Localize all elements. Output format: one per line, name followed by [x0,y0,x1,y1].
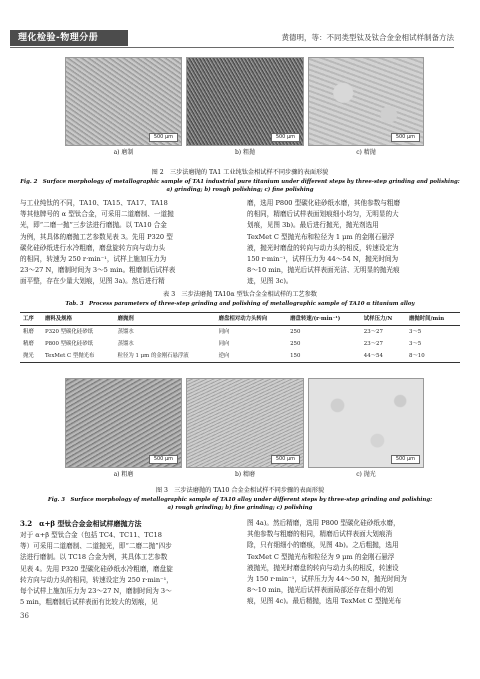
text-line: 液抛光，抛光时磨盘的转向与动力头的相反，转速设 [247,563,399,572]
text-line: 图 4a)。然后精磨，选用 P800 型碳化硅砂纸水磨， [247,519,400,527]
fig3-caption-en: Fig. 3 Surface morphology of metallographic sample of TA10 alloy under different steps by three-step grinding and polishing: [47,497,433,503]
fig2-photo-a [65,57,182,146]
text-line: 的相同，转速为 250 r·min⁻¹，试样上施加压力为 [20,255,167,264]
column-header: 试样压力/N [363,316,393,322]
fig3-label-a: a) 粗磨 [113,471,134,478]
page-number: 36 [20,612,29,620]
table-cell: 250 [290,329,301,335]
text-line: 8～10 min，抛光后试样表面光洁、无明显的抛光痕 [247,266,400,275]
text-line: 痕，见图 4c)。最后精抛，选用 TexMet C 型抛光布 [247,597,402,606]
text-line: 其他参数与粗磨的相同，精磨后试样表面大划痕消 [247,530,393,539]
journal-logo: 理化检验-物理分册 [18,33,99,43]
table-row [20,326,460,339]
text-line: 碳化硅砂纸进行水冷粗磨，磨盘旋转方向与动力头 [20,243,166,252]
table-cell: TexMet C 型抛光布 [45,353,95,359]
text-line: 与工业纯钛的不同，TA10、TA15、TA17、TA18 [20,199,168,207]
table-cell: 精磨 [23,341,34,347]
fig3-caption-zh: 图 3 三步法磨抛的 TA10 合金金相试样不同步骤的表面形貌 [155,487,325,494]
fig2-photo-b [186,57,304,146]
table-cell: P320 型碳化硅砂纸 [45,329,93,335]
right-column-paragraph-2 [247,518,459,608]
table-cell: 23～27 [363,329,383,335]
text-line: 对于 α+β 型钛合金（包括 TC4、TC11、TC18 [20,531,162,539]
scale-bar: 500 μm [391,455,420,464]
text-line: 磨，选用 P800 型碳化硅砂纸水磨，其他参数与粗磨 [247,199,401,207]
text-line: 每个试样上施加压力为 23～27 N，磨制时间为 3～ [20,587,172,596]
table3 [20,312,460,363]
right-column-paragraph-1 [247,198,459,288]
column-header: 工序 [23,316,34,322]
table-cell: 逆向 [218,353,230,359]
table-cell: 150 [290,353,301,359]
text-line: 见表 4。先用 P320 型碳化硅砂纸水冷粗磨，磨盘旋 [20,564,173,573]
fig2-label-c: c) 精抛 [356,149,376,156]
column-header: 磨抛剂 [117,316,134,322]
left-column-paragraph-2 [20,530,232,608]
table-cell: 粗磨 [23,329,34,335]
table-cell: 同向 [218,329,230,335]
text-line: 150 r·min⁻¹，试样压力为 44～54 N，抛光时间为 [247,255,399,264]
fig2-caption-zh: 图 2 三步法磨抛的 TA1 工业纯钛金相试样不同步骤的表面形貌 [151,169,329,176]
text-line: 法进行磨制。以 TC18 合金为例，其具体工艺参数 [20,553,168,562]
header-rule [10,47,454,48]
table-cell: 蒸馏水 [117,329,134,335]
table-cell: P800 型碳化硅砂纸 [45,341,93,347]
text-line: 光，即“二磨一抛”三步法进行磨抛。以 TA10 合金 [20,221,167,230]
running-title: 黄德明，等：不同类型钛及钛合金金相试样制备方法 [281,33,454,42]
fig3-label-c: c) 抛光 [356,471,376,478]
scale-bar: 500 μm [149,133,178,142]
text-line: 为例，其具体的磨抛工艺参数见表 3。先用 P320 型 [20,232,173,241]
table-cell: 粒径为 1 μm 的金刚石悬浮液 [117,353,189,359]
text-line: 为 150 r·min⁻¹，试样压力为 44～50 N，抛光时间为 [247,575,407,584]
text-line: 液，抛光时磨盘的转向与动力头的相反，转速设定为 [247,243,399,252]
fig3-label-b: b) 精磨 [234,471,256,478]
text-line: TexMet C 型抛光布和粒径为 9 μm 的金刚石悬浮 [247,552,395,561]
scale-bar: 500 μm [271,455,300,464]
text-line: 等）可采用二道磨制、二道抛光，即“二磨二抛”四步 [20,542,172,551]
scale-bar: 500 μm [149,455,178,464]
column-header: 磨抛时间/min [408,316,445,322]
text-line: 划痕，见图 3b)。最后进行抛光，抛光剂选用 [247,221,379,230]
table-row [20,350,460,363]
column-header: 磨盘相对动力头转向 [218,316,268,322]
table3-title-en: Tab. 3 Process parameters of three-step grinding and polishing of metallographic sample of TA10 α titanium alloy [65,301,415,307]
text-line: 5 min，粗磨制后试样表面有比较大的划痕，见 [20,598,158,607]
text-line: 的相同，精磨后试样表面划痕细小均匀，无明显的大 [247,210,399,219]
table-cell: 44～54 [363,353,383,359]
table-cell: 3～5 [408,341,422,347]
fig3-photo-c [308,378,424,468]
table-header-row [20,313,460,326]
table-cell: 8～10 [408,353,425,359]
text-line: 迹，见图 3c)。 [247,277,293,286]
fig2-caption-en-2: a) grinding; b) rough polishing; c) fine polishing [166,187,314,193]
text-line: 等其他牌号的 α 型钛合金，可采用二道磨制、一道抛 [20,210,174,219]
text-line: 23～27 N，磨制时间为 3～5 min。粗磨制后试样表 [20,266,176,275]
column-header: 磨盘转速/(r·min⁻¹) [290,316,341,322]
fig2-label-a: a) 磨制 [113,149,134,156]
table-cell: 3～5 [408,329,422,335]
fig3-photo-a [65,378,182,468]
column-header: 磨料及规格 [45,316,72,322]
text-line: TexMet C 型抛光布和粒径为 1 μm 的金刚石悬浮 [247,232,395,241]
fig3-photo-b [186,378,304,468]
text-line: 面平整，存在少量大划痕，见图 3a)。然后进行精 [20,277,165,286]
fig2-label-b: b) 粗抛 [234,149,256,156]
table-cell: 23～27 [363,341,383,347]
text-line: 转方向与动力头的相同，转速设定为 250 r·min⁻¹， [20,575,173,584]
fig3-caption-en-2: a) rough grinding; b) fine grinding; c) polishing [167,505,313,511]
scale-bar: 500 μm [271,133,300,142]
scale-bar: 500 μm [391,133,420,142]
left-column-paragraph-1 [20,198,232,288]
table-cell: 250 [290,341,301,347]
fig2-caption-en: Fig. 2 Surface morphology of metallographic sample of TA1 industrial pure titanium under different steps by three-step grinding and polishing: [20,179,460,185]
fig2-photo-c [308,57,424,146]
section-heading: 3.2 α+β 型钛合金金相试样磨抛方法 [20,519,142,528]
table-row [20,338,460,350]
table-cell: 抛光 [23,353,34,359]
text-line: 除，只有细细小的磨痕，见图 4b)。之后粗抛，选用 [247,541,399,550]
text-line: 8～10 min，抛光后试样表面局部还存在细小的划 [247,586,393,595]
table3-title-zh: 表 3 三步法磨抛 TA10α 型钛合金金相试样的工艺参数 [163,291,317,298]
table-cell: 蒸馏水 [117,341,134,347]
table-cell: 同向 [218,341,230,347]
